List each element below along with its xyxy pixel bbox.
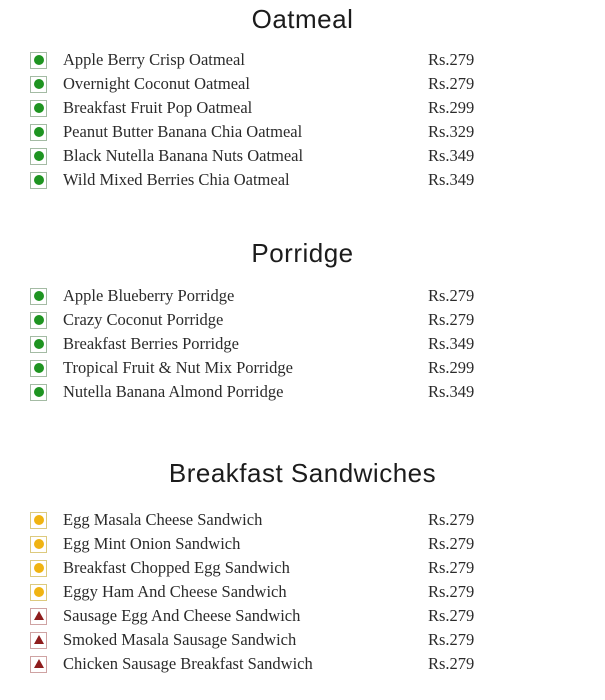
veg-icon-dot xyxy=(34,103,44,113)
veg-icon xyxy=(30,336,47,353)
menu-item-row xyxy=(0,652,605,676)
item-price: Rs.299 xyxy=(428,98,475,117)
menu-section-porridge xyxy=(0,238,605,404)
menu-section-oatmeal xyxy=(0,4,605,192)
item-name: Wild Mixed Berries Chia Oatmeal xyxy=(63,170,290,189)
nonveg-icon xyxy=(30,632,47,649)
egg-icon xyxy=(30,536,47,553)
item-price: Rs.279 xyxy=(428,510,475,529)
menu-item-row xyxy=(0,580,605,604)
veg-icon-dot xyxy=(34,175,44,185)
item-price: Rs.279 xyxy=(428,606,475,625)
veg-icon xyxy=(30,76,47,93)
item-list xyxy=(0,48,605,192)
item-name: Egg Masala Cheese Sandwich xyxy=(63,510,263,529)
menu-item-row xyxy=(0,628,605,652)
menu-item-row xyxy=(0,144,605,168)
veg-icon-dot xyxy=(34,79,44,89)
item-name: Overnight Coconut Oatmeal xyxy=(63,74,250,93)
veg-icon xyxy=(30,312,47,329)
item-price: Rs.279 xyxy=(428,654,475,673)
veg-icon xyxy=(30,288,47,305)
menu-item-row xyxy=(0,380,605,404)
menu-item-row xyxy=(0,356,605,380)
veg-icon-dot xyxy=(34,127,44,137)
section-title: Breakfast Sandwiches xyxy=(168,458,437,488)
veg-icon xyxy=(30,360,47,377)
item-price: Rs.279 xyxy=(428,286,475,305)
veg-icon-dot xyxy=(34,363,44,373)
veg-icon-dot xyxy=(34,339,44,349)
menu-item-row xyxy=(0,96,605,120)
item-name: Sausage Egg And Cheese Sandwich xyxy=(63,606,301,625)
menu-item-row xyxy=(0,556,605,580)
item-price: Rs.279 xyxy=(428,630,475,649)
item-price: Rs.279 xyxy=(428,74,475,93)
item-name: Egg Mint Onion Sandwich xyxy=(63,534,241,553)
item-list xyxy=(0,284,605,404)
menu-item-row xyxy=(0,532,605,556)
item-name: Apple Berry Crisp Oatmeal xyxy=(63,50,245,69)
item-name: Chicken Sausage Breakfast Sandwich xyxy=(63,654,313,673)
egg-icon-dot xyxy=(34,563,44,573)
menu-item-row xyxy=(0,72,605,96)
menu-item-row xyxy=(0,168,605,192)
item-name: Black Nutella Banana Nuts Oatmeal xyxy=(63,146,304,165)
nonveg-icon-triangle xyxy=(34,635,44,644)
menu-item-row xyxy=(0,604,605,628)
egg-icon-dot xyxy=(34,515,44,525)
nonveg-icon-triangle xyxy=(34,611,44,620)
veg-icon xyxy=(30,100,47,117)
nonveg-icon xyxy=(30,656,47,673)
item-name: Tropical Fruit & Nut Mix Porridge xyxy=(63,358,293,377)
item-price: Rs.349 xyxy=(428,170,475,189)
egg-icon xyxy=(30,560,47,577)
item-name: Breakfast Fruit Pop Oatmeal xyxy=(63,98,253,117)
item-name: Nutella Banana Almond Porridge xyxy=(63,382,284,401)
veg-icon xyxy=(30,384,47,401)
egg-icon xyxy=(30,584,47,601)
menu-item-row xyxy=(0,508,605,532)
egg-icon-dot xyxy=(34,539,44,549)
veg-icon-dot xyxy=(34,291,44,301)
item-price: Rs.279 xyxy=(428,558,475,577)
item-name: Peanut Butter Banana Chia Oatmeal xyxy=(63,122,303,141)
item-price: Rs.279 xyxy=(428,310,475,329)
veg-icon-dot xyxy=(34,55,44,65)
veg-icon-dot xyxy=(34,315,44,325)
item-price: Rs.279 xyxy=(428,534,475,553)
item-price: Rs.329 xyxy=(428,122,475,141)
item-price: Rs.299 xyxy=(428,358,475,377)
section-title: Porridge xyxy=(251,238,354,268)
egg-icon xyxy=(30,512,47,529)
item-price: Rs.279 xyxy=(428,582,475,601)
menu-section-breakfast-sandwiches xyxy=(0,458,605,676)
item-list xyxy=(0,508,605,676)
veg-icon-dot xyxy=(34,387,44,397)
nonveg-icon xyxy=(30,608,47,625)
veg-icon xyxy=(30,172,47,189)
item-name: Breakfast Berries Porridge xyxy=(63,334,239,353)
item-name: Eggy Ham And Cheese Sandwich xyxy=(63,582,287,601)
item-price: Rs.349 xyxy=(428,146,475,165)
section-title: Oatmeal xyxy=(251,4,354,34)
menu-item-row xyxy=(0,332,605,356)
item-price: Rs.349 xyxy=(428,382,475,401)
veg-icon xyxy=(30,148,47,165)
item-name: Breakfast Chopped Egg Sandwich xyxy=(63,558,290,577)
veg-icon-dot xyxy=(34,151,44,161)
menu-item-row xyxy=(0,48,605,72)
egg-icon-dot xyxy=(34,587,44,597)
item-name: Apple Blueberry Porridge xyxy=(63,286,235,305)
veg-icon xyxy=(30,52,47,69)
item-name: Smoked Masala Sausage Sandwich xyxy=(63,630,297,649)
item-name: Crazy Coconut Porridge xyxy=(63,310,224,329)
veg-icon xyxy=(30,124,47,141)
menu-item-row xyxy=(0,284,605,308)
nonveg-icon-triangle xyxy=(34,659,44,668)
item-price: Rs.279 xyxy=(428,50,475,69)
menu-item-row xyxy=(0,120,605,144)
item-price: Rs.349 xyxy=(428,334,475,353)
menu-item-row xyxy=(0,308,605,332)
